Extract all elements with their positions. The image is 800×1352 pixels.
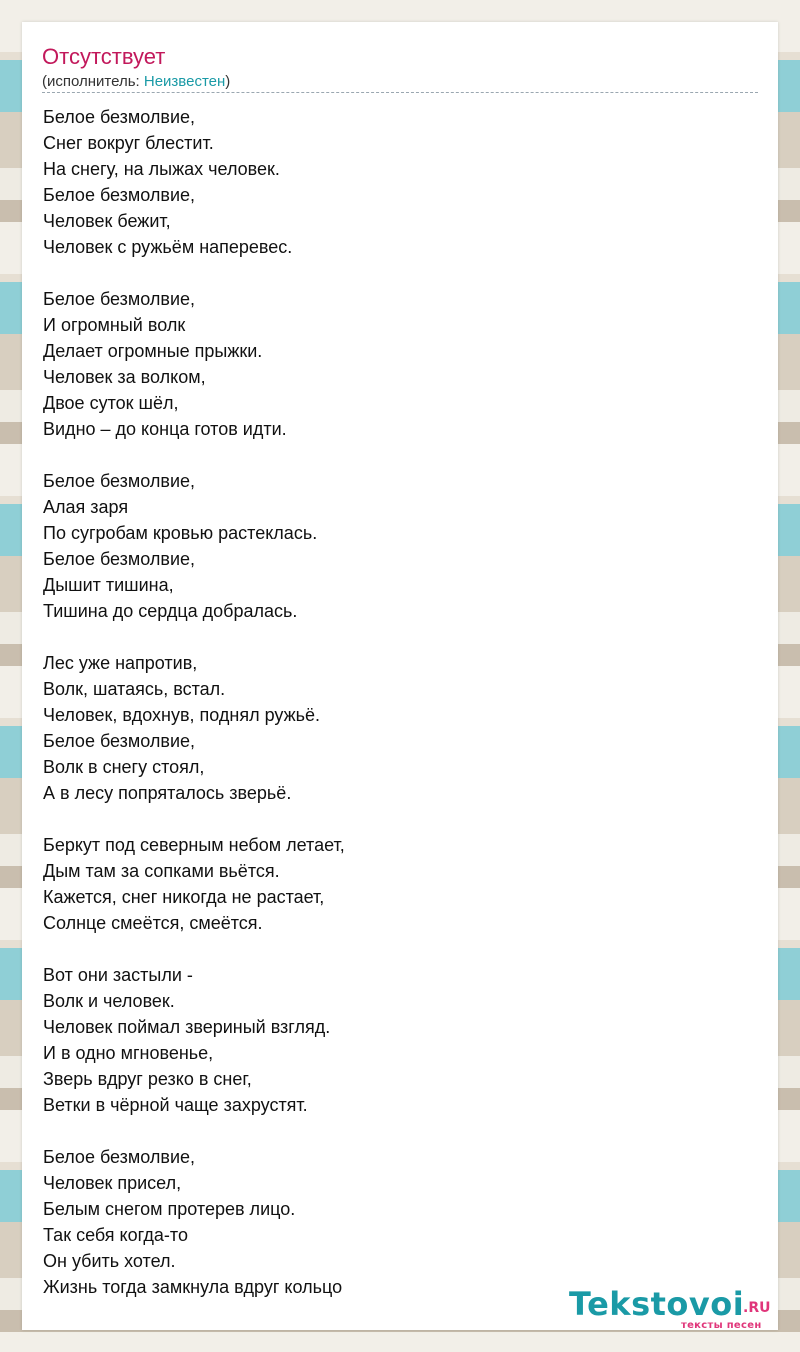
lyric-line: Белое безмолвие, [43, 549, 196, 569]
title-divider [42, 92, 758, 93]
logo-tagline: тексты песен [681, 1320, 762, 1331]
artist-link[interactable]: Неизвестен [143, 73, 226, 90]
lyric-line: Дышит тишина, [43, 575, 174, 595]
lyric-line: Солнце смеётся, смеётся. [43, 913, 263, 933]
lyric-line: Беркут под северным небом летает, [43, 835, 345, 855]
lyric-line: На снегу, на лыжах человек. [43, 159, 280, 179]
lyric-line: Волк в снегу стоял, [43, 757, 205, 777]
performer-suffix: ) [225, 73, 231, 90]
stanza-gap [43, 936, 743, 962]
lyric-line: Волк, шатаясь, встал. [43, 679, 226, 699]
lyric-line: Белое безмолвие, [43, 107, 196, 127]
lyric-line: Алая заря [43, 497, 129, 517]
lyric-line: Дым там за сопками вьётся. [43, 861, 280, 881]
lyric-line: Ветки в чёрной чаще захрустят. [43, 1095, 308, 1115]
lyric-line: Лес уже напротив, [43, 653, 198, 673]
lyric-line: Белое безмолвие, [43, 731, 196, 751]
performer-line [42, 72, 230, 92]
lyric-line: Волк и человек. [43, 991, 175, 1011]
lyric-line: Белым снегом протерев лицо. [43, 1199, 296, 1219]
stanza-gap [43, 260, 743, 286]
lyrics-sheet [22, 22, 778, 1330]
lyric-line: Белое безмолвие, [43, 471, 196, 491]
lyric-line: Белое безмолвие, [43, 289, 196, 309]
lyrics-text [43, 104, 743, 1300]
lyric-line: Так себя когда-то [43, 1225, 188, 1245]
lyric-line: Белое безмолвие, [43, 185, 196, 205]
lyric-line: Кажется, снег никогда не растает, [43, 887, 325, 907]
lyric-line: Двое суток шёл, [43, 393, 179, 413]
lyric-line: Зверь вдруг резко в снег, [43, 1069, 252, 1089]
lyric-line: По сугробам кровью растеклась. [43, 523, 318, 543]
lyric-line: Вот они застыли - [43, 965, 193, 985]
logo-tld: .RU [743, 1300, 771, 1316]
lyric-line: Белое безмолвие, [43, 1147, 196, 1167]
lyric-line: Снег вокруг блестит. [43, 133, 214, 153]
logo-wordmark: Tekstovoi [569, 1285, 745, 1323]
lyric-line: И огромный волк [43, 315, 186, 335]
stanza-gap [43, 442, 743, 468]
lyric-line: А в лесу попряталось зверьё. [43, 783, 292, 803]
lyric-line: Человек, вдохнув, поднял ружьё. [43, 705, 321, 725]
lyric-line: Человек присел, [43, 1173, 182, 1193]
lyric-line: Человек с ружьём наперевес. [43, 237, 293, 257]
lyric-line: Видно – до конца готов идти. [43, 419, 287, 439]
lyric-line: Тишина до сердца добралась. [43, 601, 298, 621]
stanza-gap [43, 624, 743, 650]
lyric-line: Жизнь тогда замкнула вдруг кольцо [43, 1277, 343, 1297]
lyric-line: И в одно мгновенье, [43, 1043, 214, 1063]
song-title: Отсутствует [42, 44, 166, 69]
lyric-line: Делает огромные прыжки. [43, 341, 263, 361]
site-logo[interactable] [569, 1286, 779, 1330]
performer-prefix: (исполнитель: [42, 73, 144, 90]
stanza-gap [43, 806, 743, 832]
lyric-line: Человек поймал звериный взгляд. [43, 1017, 331, 1037]
lyric-line: Человек бежит, [43, 211, 171, 231]
lyric-line: Человек за волком, [43, 367, 206, 387]
lyric-line: Он убить хотел. [43, 1251, 176, 1271]
stanza-gap [43, 1118, 743, 1144]
